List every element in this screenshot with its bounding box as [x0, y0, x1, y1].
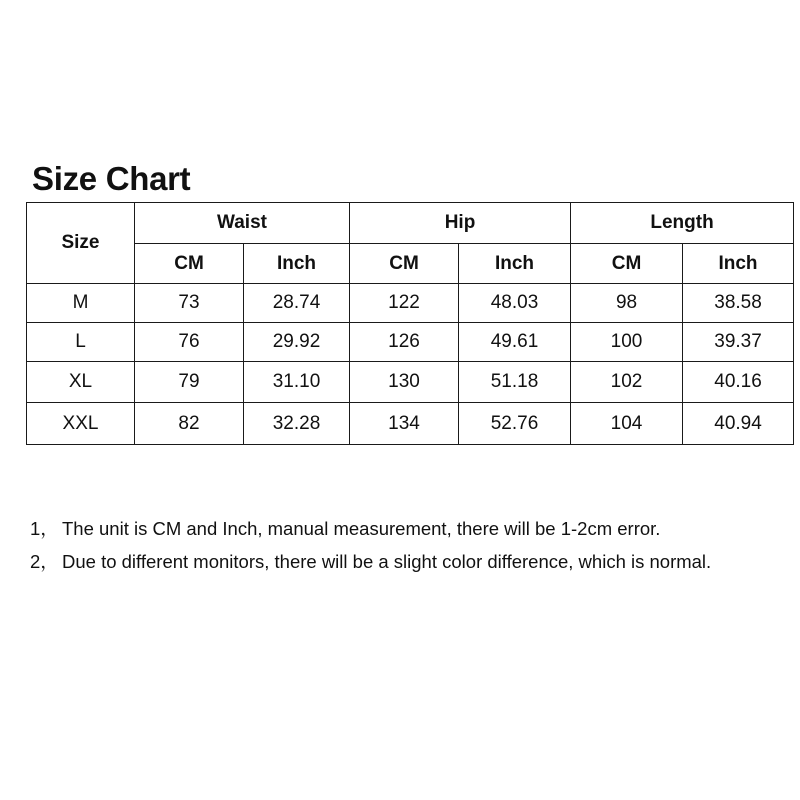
hip-inch-cell: 51.18 [459, 362, 571, 403]
size-cell: XL [27, 362, 135, 403]
table-row [27, 284, 794, 323]
length-inch-cell: 39.37 [683, 323, 794, 362]
unit-header-hip-cm: CM [350, 244, 459, 284]
size-cell: XXL [27, 403, 135, 445]
note-item [30, 512, 711, 545]
note-number: 1， [30, 518, 59, 539]
waist-inch-cell: 28.74 [244, 284, 350, 323]
length-inch-cell: 40.16 [683, 362, 794, 403]
length-inch-cell: 38.58 [683, 284, 794, 323]
hip-cm-cell: 134 [350, 403, 459, 445]
table-header-row [27, 203, 794, 244]
waist-cm-cell: 79 [135, 362, 244, 403]
hip-inch-cell: 48.03 [459, 284, 571, 323]
length-cm-cell: 102 [571, 362, 683, 403]
hip-inch-cell: 52.76 [459, 403, 571, 445]
length-cm-cell: 100 [571, 323, 683, 362]
unit-header-length-inch: Inch [683, 244, 794, 284]
length-cm-cell: 104 [571, 403, 683, 445]
column-group-length: Length [571, 203, 794, 244]
page-title: Size Chart [32, 160, 191, 197]
size-cell: L [27, 323, 135, 362]
waist-inch-cell: 31.10 [244, 362, 350, 403]
hip-inch-cell: 49.61 [459, 323, 571, 362]
hip-cm-cell: 126 [350, 323, 459, 362]
unit-header-waist-cm: CM [135, 244, 244, 284]
table-row [27, 362, 794, 403]
waist-inch-cell: 32.28 [244, 403, 350, 445]
size-cell: M [27, 284, 135, 323]
note-item [30, 545, 711, 578]
column-group-hip: Hip [350, 203, 571, 244]
table-row [27, 403, 794, 445]
table-row [27, 323, 794, 362]
note-number: 2， [30, 551, 59, 572]
waist-inch-cell: 29.92 [244, 323, 350, 362]
table-unit-row [27, 244, 794, 284]
hip-cm-cell: 122 [350, 284, 459, 323]
notes-list [30, 512, 711, 578]
length-cm-cell: 98 [571, 284, 683, 323]
column-group-waist: Waist [135, 203, 350, 244]
size-chart-table [26, 202, 794, 445]
waist-cm-cell: 76 [135, 323, 244, 362]
note-text: Due to different monitors, there will be a slight color difference, which is normal. [62, 551, 712, 572]
length-inch-cell: 40.94 [683, 403, 794, 445]
column-header-size: Size [27, 203, 135, 284]
unit-header-waist-inch: Inch [244, 244, 350, 284]
waist-cm-cell: 73 [135, 284, 244, 323]
hip-cm-cell: 130 [350, 362, 459, 403]
note-text: The unit is CM and Inch, manual measurement, there will be 1-2cm error. [62, 518, 661, 539]
waist-cm-cell: 82 [135, 403, 244, 445]
unit-header-hip-inch: Inch [459, 244, 571, 284]
unit-header-length-cm: CM [571, 244, 683, 284]
